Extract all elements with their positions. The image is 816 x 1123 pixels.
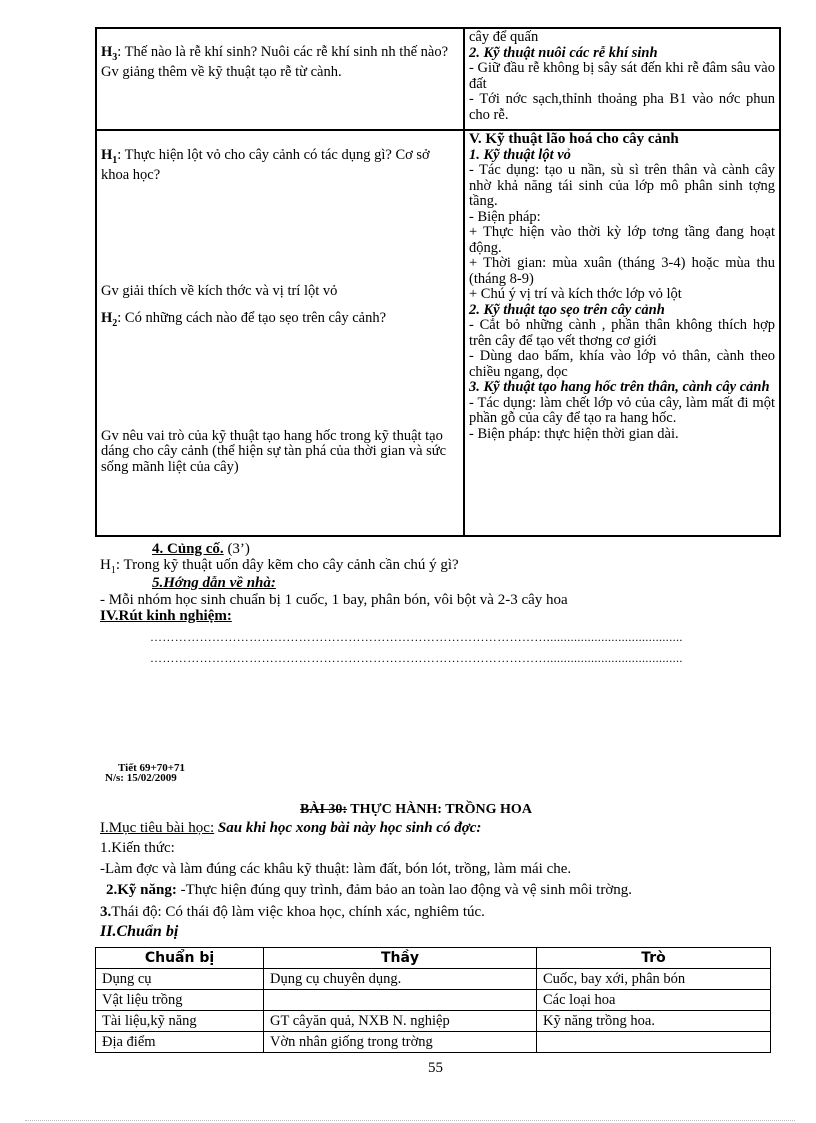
- content-line: - Giữ đầu rễ không bị sây sát đến khi rễ đâm sâu vào đất: [469, 60, 775, 92]
- table-cell: Dụng cụ: [96, 969, 264, 990]
- content-line: - Tác dụng: tạo u nần, sù sì trên thân và cành cây nhờ khả năng tái sinh của lớp mô phân sinh tợng tầng.: [469, 162, 775, 209]
- lesson-title: BÀI 30: THỰC HÀNH: TRỒNG HOA: [300, 802, 532, 817]
- prep-table: [95, 947, 771, 1053]
- muc-tieu: I.Mục tiêu bài học: Sau khi học xong bài này học sinh có đợc:: [100, 820, 482, 836]
- rut-kinh-nghiem: IV.Rút kinh nghiệm:: [100, 608, 232, 624]
- section-heading: V. Kỹ thuật lão hoá cho cây cảnh: [469, 131, 679, 147]
- kien-thuc-text: -Làm đợc và làm đúng các khâu kỹ thuật: làm đất, bón lót, trồng, làm mái che.: [100, 861, 572, 877]
- huong-dan-heading: 5.Hớng dẫn về nhà:: [152, 575, 276, 591]
- table-row: [96, 130, 780, 536]
- tiet-label: Tiết 69+70+71: [118, 762, 186, 774]
- prep-header-row: [96, 948, 771, 969]
- content-line: - Cắt bỏ những cành , phần thân không thích hợp trên cây để tạo vết thơng cơ giới: [469, 317, 775, 349]
- table-cell: Cuốc, bay xới, phân bón: [537, 969, 771, 990]
- table-row: [96, 28, 780, 130]
- question-h3: $H_3$: Thế nào là rễ khí sinh? Nuôi các rễ khí sinh nh thế nào?: [101, 44, 448, 63]
- table-cell: GT câyăn quả, NXB N. nghiệp: [264, 1011, 537, 1032]
- content-line: - Biện pháp:: [469, 208, 541, 225]
- teacher-activity-cell: [96, 28, 464, 130]
- thai-do: 3.Thái độ: Có thái độ làm việc khoa học, chính xác, nghiêm túc.: [100, 904, 485, 920]
- table-cell: Vờn nhân giống trong trờng: [264, 1032, 537, 1053]
- question-h2: $H_2$: Có những cách nào để tạo sẹo trên cây cảnh?: [101, 310, 387, 330]
- content-line: - Tác dụng: làm chết lớp vỏ của cây, làm mất đi một phần gỗ của cây để tạo ra hang hốc.: [469, 394, 775, 426]
- teacher-note: Gv giảng thêm về kỹ thuật tạo rễ từ cành.: [101, 64, 342, 81]
- content-cell: [464, 130, 780, 536]
- teacher-note: Gv giải thích về kích thớc và vị trí lột vỏ: [101, 282, 338, 299]
- table-cell: Vật liệu trồng: [96, 990, 264, 1011]
- content-cell: [464, 28, 780, 130]
- section-heading: 3. Kỹ thuật tạo hang hốc trên thân, cành cây cảnh: [469, 379, 770, 395]
- content-line: - Tới nớc sạch,thỉnh thoảng pha B1 vào nớc phun cho rễ.: [469, 91, 775, 123]
- column-header: Trò: [537, 948, 771, 969]
- ngay-soan: N/s: 15/02/2009: [105, 772, 177, 784]
- cung-co-heading: 4. Củng cố. (3’): [152, 541, 250, 557]
- dotted-line: ……………………………………………………………………………………........................................: [150, 651, 683, 665]
- table-cell: Kỹ năng trồng hoa.: [537, 1011, 771, 1032]
- table-cell: Địa điểm: [96, 1032, 264, 1053]
- dotted-line: ……………………………………………………………………………………........................................: [150, 630, 683, 644]
- content-line: + Chú ý vị trí và kích thớc lớp vỏ lột: [469, 286, 682, 302]
- content-line: - Dùng dao bấm, khía vào lớp vỏ thân, cành theo chiều ngang, dọc: [469, 348, 775, 380]
- section-heading: 1. Kỹ thuật lột vỏ: [469, 146, 571, 163]
- cung-co-question: $H_1$: Trong kỹ thuật uốn dây kẽm cho cây cảnh cần chú ý gì?: [100, 557, 459, 576]
- table-cell: [264, 990, 537, 1011]
- section-heading: 2. Kỹ thuật tạo sẹo trên cây cảnh: [469, 301, 665, 318]
- table-row: [96, 1011, 771, 1032]
- lesson-table: [95, 27, 781, 537]
- question-h1: $H_1$: Thực hiện lột vỏ cho cây cảnh có tác dụng gì? Cơ sở khoa học?: [101, 147, 430, 184]
- page-edge-divider: [25, 1120, 795, 1121]
- table-cell: Các loại hoa: [537, 990, 771, 1011]
- teacher-activity-cell: [96, 130, 464, 536]
- page-number: 55: [428, 1060, 443, 1076]
- teacher-note: Gv nêu vai trò của kỹ thuật tạo hang hốc trong kỹ thuật tạo dáng cho cây cảnh (thể hiện sự tàn phá của thời gian và sức sống mãnh liệt của cây): [101, 427, 447, 475]
- huong-dan-text: - Mỗi nhóm học sinh chuẩn bị 1 cuốc, 1 bay, phân bón, vôi bột và 2-3 cây hoa: [100, 592, 568, 608]
- table-cell: Tài liệu,kỹ năng: [96, 1011, 264, 1032]
- content-line: - Biện pháp: thực hiện thời gian dài.: [469, 425, 679, 442]
- content-line: + Thực hiện vào thời kỳ lớp tơng tầng đang hoạt động.: [469, 224, 775, 256]
- kien-thuc-heading: 1.Kiến thức:: [100, 840, 175, 856]
- content-line: cây để quấn: [469, 29, 539, 45]
- table-row: [96, 990, 771, 1011]
- table-cell: Dụng cụ chuyên dụng.: [264, 969, 537, 990]
- table-cell: [537, 1032, 771, 1053]
- column-header: Thầy: [264, 948, 537, 969]
- content-line: + Thời gian: mùa xuân (tháng 3-4) hoặc mùa thu (tháng 8-9): [469, 255, 775, 287]
- chuan-bi-heading: II.Chuẩn bị: [100, 923, 179, 940]
- column-header: Chuẩn bị: [96, 948, 264, 969]
- table-row: [96, 969, 771, 990]
- section-heading: 2. Kỹ thuật nuôi các rễ khí sinh: [469, 44, 658, 61]
- ky-nang: 2.Kỹ năng: -Thực hiện đúng quy trình, đảm bảo an toàn lao động và vệ sinh môi trờng.: [106, 882, 633, 898]
- table-row: [96, 1032, 771, 1053]
